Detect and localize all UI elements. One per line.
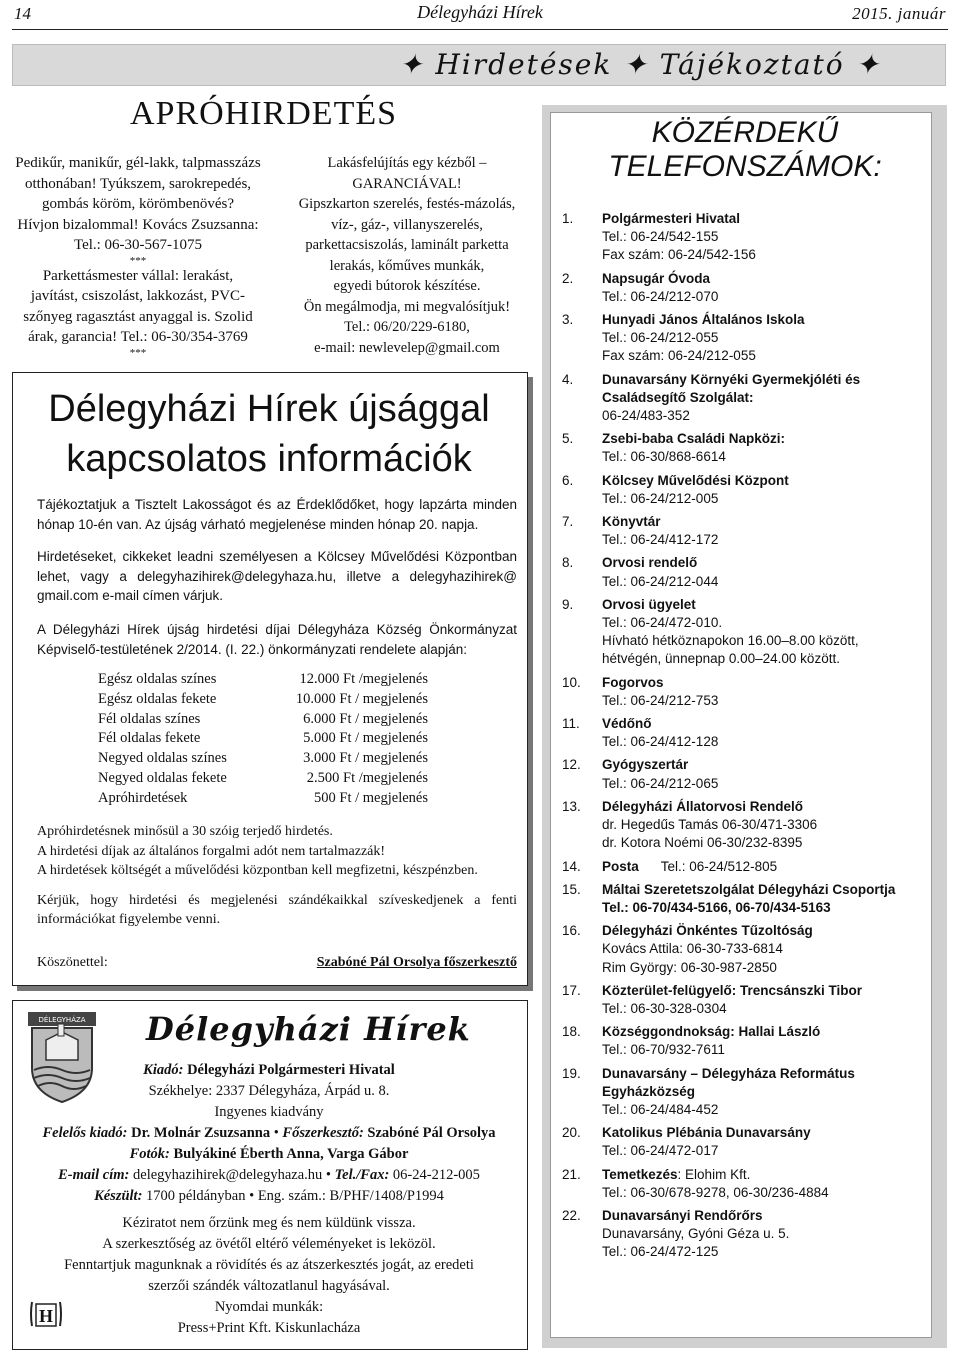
phone-title-line: KÖZÉRDEKŰ [651,116,839,149]
info-submission-paragraph: Hirdetéseket, cikkeket leadni személyesen a Kölcsey Művelődési Központban lehet, vagy a delegyhazihirek@delegyhaza.hu, illetve a delegyhazihirek@ gmail.com e-mail címen várjuk. [37,549,517,603]
phone-entry [562,371,932,426]
phone-entry-number: 6. [562,472,574,488]
phone-entry-name: Dunavarsányi Rendőrőrs [602,1207,763,1223]
phone-entry-name: Védőnő [602,716,652,732]
phone-entry-line: dr. Kotora Noémi 06-30/232-8395 [602,835,803,851]
phone-entry-body [602,1166,932,1202]
printer-name: Press+Print Kft. Kiskunlacháza [177,1320,361,1336]
ad-line: lerakás, kőműves munkák, [329,257,485,274]
price-label: Egész oldalas színes [98,671,217,687]
price-row [98,670,428,690]
info-title-line: Délegyházi Hírek újsággal [48,388,490,430]
phone-entry-line: Tel.: 06-24/542-155 [602,229,719,245]
photos: Bulyákiné Éberth Anna, Varga Gábor [173,1146,409,1162]
phone-entry [562,756,932,792]
photos-label: Fotók: [129,1146,170,1162]
classifieds-left-column [14,153,262,358]
phone-entry-name: Községgondnokság: Hallai László [602,1024,821,1040]
phone-entry-line: Tel.: 06-30/868-6614 [602,449,726,465]
price-value: 3.000 Ft / megjelenés [303,750,428,767]
note-vat: A hirdetési díjak az általános forgalmi adót nem tartalmazzák! [37,843,386,859]
phone-entry-name: Gyógyszertár [602,757,689,773]
phone-entry-inline: Tel.: 06-24/512-805 [660,858,778,874]
phone-entry-body [602,858,932,876]
phone-entry [562,472,932,508]
phone-entry-number: 14. [562,858,581,874]
phone-entry-body [602,756,932,792]
phone-entry [562,922,932,977]
phone-entry-body [602,798,932,853]
phone-entry-name: Máltai Szeretetszolgálat Délegyházi Csoportja [602,881,896,897]
ad-line: Ön megálmodja, mi megvalósítjuk! [303,298,511,315]
price-value: 10.000 Ft / megjelenés [295,690,428,707]
publisher-line [14,1060,524,1081]
page-number: 14 [14,4,31,23]
info-deadline-paragraph: Tájékoztatjuk a Tisztelt Lakosságot és az Érdeklődőket, hogy lapzárta minden hónap 10-én van. Az újság várható megjelenése minden hónap 20. napja. [37,497,517,532]
ad-line: Tel.: 06/20/229-6180, [344,319,470,335]
phone-entry-name: Zsebi-baba Családi Napközi: [602,431,786,447]
phone-entry-body [602,210,932,265]
price-row [98,729,428,749]
phone-entry [562,881,932,917]
phone-entry-line: Tel.: 06-70/932-7611 [602,1042,725,1058]
running-title: Délegyházi Hírek [417,2,543,22]
section-banner-text: ✦ Hirdetések ✦ Tájékoztató ✦ [398,48,882,81]
info-title-line: kapcsolatos információk [66,438,472,480]
imprint-details [14,1060,524,1339]
ad-line: árak, garancia! Tel.: 06-30/354-3769 [28,329,248,345]
phone-entry-line: Dunavarsány, Gyóni Géza u. 5. [602,1226,790,1242]
header-rule [12,29,948,30]
phone-entry-name: Kölcsey Művelődési Központ [602,472,789,488]
phone-entry-number: 16. [562,923,581,939]
phone-entry-line: Tel.: 06-70/434-5166, 06-70/434-5163 [602,899,831,915]
phone-entry-name: Délegyházi Önkéntes Tűzoltóság [602,923,813,939]
phone-entry-name: Dunavarsány – Délegyháza Református Egyházközség [602,1065,855,1099]
ad-line: Pedikűr, manikűr, gél-lakk, talpmasszázs [15,155,261,171]
made-label: Készült: [94,1188,143,1204]
ad-line: Gipszkarton szerelés, festés-mázolás, [298,196,516,212]
phone-entry-name: Napsugár Óvoda [602,270,711,286]
phone-entry-line: Tel.: 06-24/212-005 [602,490,719,506]
phone-entry-name: Délegyházi Állatorvosi Rendelő [602,798,804,814]
phone-entry-name: Hunyadi János Általános Iskola [602,312,805,328]
phone-entry-body [602,982,932,1018]
phone-entry-number: 19. [562,1065,581,1081]
manuscript-line: Kéziratot nem őrzünk meg és nem küldünk vissza. [122,1215,416,1231]
phone-entry-number: 8. [562,555,574,571]
phone-entry-line: hétvégén, ünnepnap 0.00–24.00 között. [602,651,840,667]
phone-entry-line: Tel.: 06-24/472-017 [602,1143,719,1159]
phone-entry-line: Tel.: 06-24/212-753 [602,692,719,708]
printer-logo-icon [28,1296,64,1332]
responsible-line: Felelős kiadó: Dr. Molnár Zsuzsanna • Főszerkesztő: Szabóné Pál Orsolya [42,1125,496,1141]
price-label: Fél oldalas színes [98,710,201,727]
price-table [98,670,428,809]
phone-entry-body [602,881,932,917]
photos-line [14,1144,524,1165]
ad-line: Lakásfelújítás egy kézből – [327,155,487,171]
phone-entry-line: dr. Hegedűs Tamás 06-30/471-3306 [602,817,818,833]
phone-entry-number: 17. [562,982,581,998]
phone-entry-number: 5. [562,431,574,447]
editor-label: Főszerkesztő: [282,1125,364,1141]
phone-entry-line: Fax szám: 06-24/212-055 [602,348,756,364]
imprint-title: Délegyházi Hírek [146,1010,471,1048]
registration: Eng. szám.: B/PHF/1408/P1994 [257,1188,444,1204]
ad-line: egyedi bútorok készítése. [333,278,481,294]
phone-entry-name: Könyvtár [602,514,661,530]
seat-line: Székhelye: 2337 Délegyháza, Árpád u. 8. [148,1083,390,1099]
info-fees-paragraph: A Délegyházi Hírek újság hirdetési díjai Délegyháza Község Önkormányzat Képviselő-testületének 2/2014. (I. 22.) önkormányzati rendelete alapján: [37,622,517,657]
ad-line: víz-, gáz-, villanyszerelés, [331,216,483,233]
note-word-limit: Apróhirdetésnek minősül a 30 szóig terjedő hirdetés. [37,824,333,839]
signature: Szabóné Pál Orsolya főszerkesztő [316,955,517,970]
opinion-line: A szerkesztőség az övétől eltérő véleményeket is leközöl. [102,1236,436,1252]
phone-entry [562,270,932,306]
phone-entry-body [602,1023,932,1059]
phone-entry-body [602,513,932,549]
phone-entry [562,858,932,876]
ad-line: Hívjon bizalommal! Kovács Zsuzsanna: [17,216,259,233]
phone-list [562,210,932,1267]
phone-list-title [550,116,940,184]
telfax: 06-24-212-005 [392,1167,480,1183]
price-value: 2.500 Ft /megjelenés [306,769,428,786]
phone-entry-body [602,1065,932,1120]
contact-line: E-mail cím: delegyhazihirek@delegyhaza.hu • Tel./Fax: 06-24-212-005 [58,1167,480,1183]
price-value: 6.000 Ft / megjelenés [303,710,428,727]
editor: Szabóné Pál Orsolya [367,1125,496,1141]
phone-entry-body [602,596,932,669]
ad-line: szőnyeg ragasztást anyaggal is. Szolid [23,308,253,325]
phone-entry-line: Tel.: 06-30/678-9278, 06-30/236-4884 [602,1184,829,1200]
phone-entry-line: Tel.: 06-24/212-044 [602,573,719,589]
ad-renovation [285,153,529,358]
price-value: 12.000 Ft /megjelenés [299,671,428,687]
phone-entry-line: Fax szám: 06-24/542-156 [602,247,756,263]
phone-entry-body [602,430,932,466]
ad-separator: *** [129,254,147,267]
phone-entry-number: 9. [562,596,574,612]
note-request: Kérjük, hogy hirdetési és megjelenési szándékaikkal szíveskedjenek a fenti információkat figyelembe venni. [37,892,517,927]
made: 1700 példányban [146,1188,246,1204]
phone-entry-body [602,1124,932,1160]
phone-entry [562,715,932,751]
price-row [98,690,428,710]
phone-entry-name: Közterület-felügyelő: Trencsánszki Tibor [602,982,863,998]
responsible-label: Felelős kiadó: [42,1125,128,1141]
phone-entry [562,554,932,590]
phone-entry-number: 7. [562,514,574,530]
phone-entry-line: 06-24/483-352 [602,408,690,424]
ad-line: Parkettásmester vállal: lerakást, [42,267,234,284]
price-label: Negyed oldalas színes [98,750,227,767]
phone-entry-body [602,674,932,710]
email-label: E-mail cím: [58,1167,130,1183]
ad-line: GARANCIÁVAL! [352,175,462,192]
phone-entry [562,1124,932,1160]
phone-entry-number: 1. [562,211,574,226]
publisher-label: Kiadó: [143,1062,184,1078]
phone-entry-name: Fogorvos [602,674,664,690]
phone-entry-body [602,554,932,590]
phone-entry-suffix: : Elohim Kft. [677,1166,751,1182]
classifieds-title: APRÓHIRDETÉS [130,95,398,132]
phone-entry [562,210,932,265]
responsible: Dr. Molnár Zsuzsanna [131,1125,271,1141]
phone-entry-body [602,1207,932,1262]
phone-entry-line: Tel.: 06-24/412-128 [602,734,719,750]
phone-entry-line: Tel.: 06-24/212-070 [602,288,719,304]
phone-entry-name: Orvosi rendelő [602,555,698,571]
phone-entry-line: Kovács Attila: 06-30-733-6814 [602,941,783,957]
crest-label: DÉLEGYHÁZA [38,1016,86,1024]
phone-entry [562,1166,932,1202]
phone-entry [562,311,932,366]
phone-entry-number: 4. [562,371,574,387]
phone-entry [562,1207,932,1262]
phone-entry [562,430,932,466]
ad-parquet [14,266,262,348]
phone-entry-number: 2. [562,270,574,286]
phone-entry-number: 12. [562,757,581,773]
phone-entry-number: 15. [562,881,581,897]
phone-entry [562,596,932,669]
phone-entry-number: 18. [562,1024,581,1040]
thanks-text: Köszönettel: [37,955,108,970]
note-payment: A hirdetések költségét a művelődési központban kell megfizetni, készpénzben. [37,863,478,878]
phone-entry-line: Rim György: 06-30-987-2850 [602,959,777,975]
phone-entry-number: 21. [562,1166,581,1182]
issue-date: 2015. január [852,4,946,23]
ad-line: parkettacsiszolás, laminált parketta [305,237,509,253]
phone-entry-line: Tel.: 06-24/484-452 [602,1101,719,1117]
phone-entry-number: 11. [562,716,580,732]
ad-line: javítást, csiszolást, lakkozást, PVC- [30,288,246,304]
phone-entry-number: 20. [562,1125,581,1141]
ad-line: otthonában! Tyúkszem, sarokrepedés, [24,175,252,192]
phone-entry [562,513,932,549]
price-label: Apróhirdetések [98,789,188,806]
price-label: Negyed oldalas fekete [98,769,227,786]
phone-entry-line: Hívható hétköznapokon 16.00–8.00 között, [602,633,859,649]
phone-entry-body [602,270,932,306]
ad-email: e-mail: newlevelep@gmail.com [314,339,500,356]
phone-entry [562,798,932,853]
phone-entry [562,982,932,1018]
price-row [98,769,428,789]
phone-entry-name: Katolikus Plébánia Dunavarsány [602,1125,811,1141]
phone-entry-line: Tel.: 06-24/472-125 [602,1244,719,1260]
rights-line-2: szerzői szándék változatlanul hagyásával. [148,1278,390,1294]
ad-line: Tel.: 06-30-567-1075 [73,237,203,253]
phone-entry-number: 3. [562,312,574,328]
phone-entry-number: 10. [562,674,581,690]
phone-entry-name: Orvosi ügyelet [602,596,696,612]
phone-entry-name: Polgármesteri Hivatal [602,211,741,226]
info-title [34,384,504,484]
phone-entry-line: Tel.: 06-24/212-055 [602,330,719,346]
phone-entry-line: Tel.: 06-24/212-065 [602,775,719,791]
printing-label: Nyomdai munkák: [214,1299,324,1315]
phone-entry-body [602,371,932,426]
price-label: Egész oldalas fekete [98,690,217,707]
phone-entry-body [602,715,932,751]
price-label: Fél oldalas fekete [98,730,201,747]
signature-line [37,955,517,971]
ad-line: gombás köröm, körömbenövés? [41,196,235,212]
phone-entry-name: Temetkezés: Elohim Kft. [602,1166,751,1182]
phone-entry [562,674,932,710]
price-value: 5.000 Ft / megjelenés [303,730,428,747]
ad-separator: *** [129,346,147,359]
free-line: Ingyenes kiadvány [214,1104,324,1120]
price-row [98,710,428,730]
phone-entry-body [602,311,932,366]
phone-entry-name: Posta Tel.: 06-24/512-805 [602,858,778,874]
phone-entry-body [602,922,932,977]
info-notes [37,822,517,930]
phone-entry [562,1023,932,1059]
phone-entry-line: Tel.: 06-24/472-010. [602,615,723,631]
price-value: 500 Ft / megjelenés [314,789,428,806]
phone-entry [562,1065,932,1120]
email: delegyhazihirek@delegyhaza.hu [133,1167,323,1183]
phone-entry-line: Tel.: 06-30-328-0304 [602,1000,727,1016]
phone-title-line: TELEFONSZÁMOK: [608,150,882,183]
phone-entry-line: Tel.: 06-24/412-172 [602,532,719,548]
telfax-label: Tel./Fax: [334,1167,390,1183]
rights-line: Fenntartjuk magunknak a rövidítés és az átszerkesztés jogát, az eredeti [64,1257,474,1273]
phone-entry-number: 22. [562,1207,581,1223]
phone-entry-body [602,472,932,508]
phone-entry-name: Dunavarsány Környéki Gyermekjóléti és Családsegítő Szolgálat: [602,371,861,405]
ad-pedicure [14,153,262,256]
printer-logo-text: H [38,1306,54,1326]
phone-entry-number: 13. [562,798,581,814]
price-row [98,789,428,809]
price-row [98,749,428,769]
publisher: Délegyházi Polgármesteri Hivatal [187,1062,395,1078]
print-run-line: Készült: 1700 példányban • Eng. szám.: B/PHF/1408/P1994 [94,1188,444,1204]
